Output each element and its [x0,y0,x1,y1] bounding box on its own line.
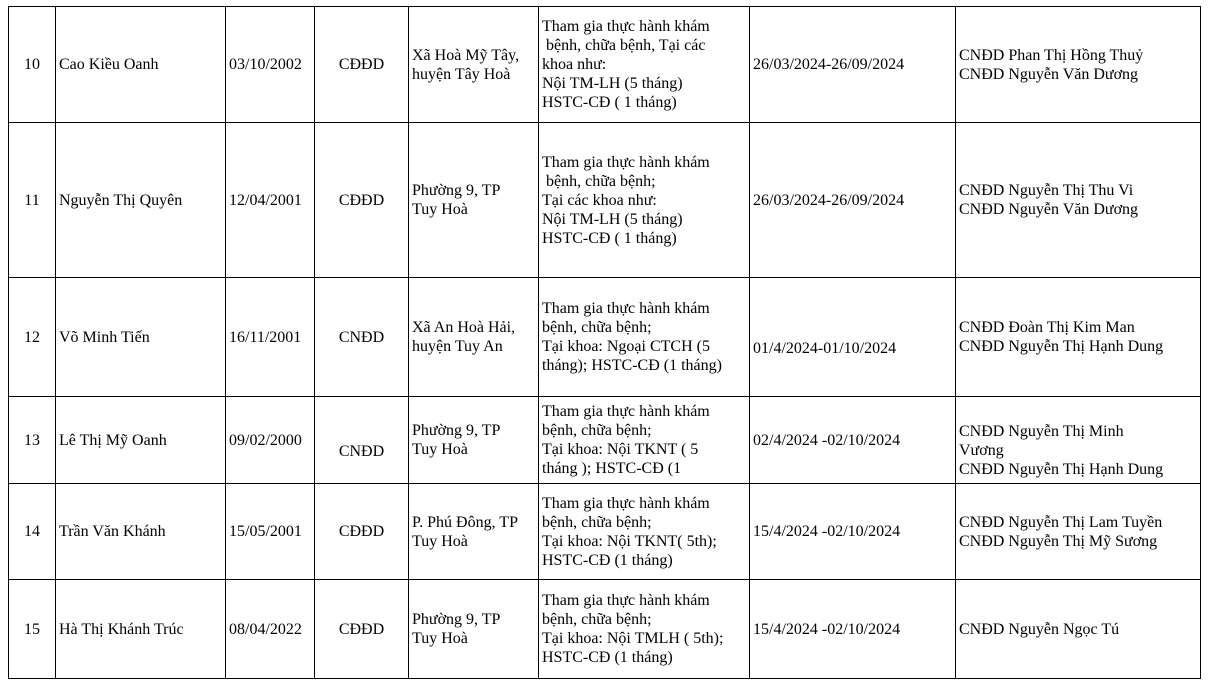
content-cell [539,397,750,484]
table-row [9,484,1201,580]
instructor-cell [956,484,1201,580]
content-line: Tham gia thực hành khám [542,300,710,317]
row-number: 11 [9,123,56,278]
qualification-cell: CĐĐD [315,580,409,679]
name-cell: Hà Thị Khánh Trúc [56,580,226,679]
name-cell: Lê Thị Mỹ Oanh [56,397,226,484]
dob-cell: 16/11/2001 [226,278,315,397]
qualification-cell: CĐĐD [315,484,409,580]
instructor-line: CNĐD Nguyễn Thị Thu Vi [959,182,1134,199]
name-cell: Trần Văn Khánh [56,484,226,580]
row-number: 10 [9,7,56,123]
period-cell: 02/4/2024 -02/10/2024 [750,397,956,484]
content-line: khoa như: [542,56,607,73]
content-line: bệnh, chữa bệnh; [542,422,652,439]
instructor-line: CNĐD Nguyễn Thị Hạnh Dung [959,338,1164,355]
content-line: Tại khoa: Nội TKNT ( 5 [542,441,699,458]
content-line: HSTC-CĐ (1 tháng) [542,551,673,569]
address-line: Xã Hoà Mỹ Tây, [412,46,520,64]
instructor-cell [956,7,1201,123]
instructor-cell [956,397,1201,484]
instructor-line: CNĐD Nguyễn Thị Hạnh Dung [959,460,1164,478]
content-cell [539,484,750,580]
content-line: bệnh, chữa bệnh; [542,319,652,336]
qualification-cell [315,397,409,484]
instructor-cell [956,123,1201,278]
qualification-cell: CĐĐD [315,7,409,123]
dob-cell: 15/05/2001 [226,484,315,580]
address-line: Tuy Hoà [412,532,468,550]
qualification-cell: CĐĐD [315,123,409,278]
address-cell [409,484,539,580]
name-cell: Võ Minh Tiến [56,278,226,397]
content-line: Tham gia thực hành khám [542,403,710,420]
content-line: HSTC-CĐ ( 1 tháng) [542,229,677,247]
address-line: Xã An Hoà Hải, [412,319,516,336]
instructor-line: CNĐD Nguyễn Ngọc Tú [959,620,1120,638]
address-line: huyện Tây Hoà [412,65,511,83]
instructor-cell [956,278,1201,397]
row-number: 15 [9,580,56,679]
content-line: Tại các khoa như: [542,191,657,209]
content-line: Tham gia thực hành khám [542,494,710,512]
practitioner-table [8,6,1201,679]
dob-cell: 03/10/2002 [226,7,315,123]
dob-cell: 12/04/2001 [226,123,315,278]
instructor-line: CNĐD Nguyễn Thị Mỹ Sương [959,532,1158,550]
instructor-cell [956,580,1201,679]
address-line: Phường 9, TP [412,182,501,199]
instructor-line: Vương [959,441,1004,459]
period-cell: 26/03/2024-26/09/2024 [750,123,956,278]
instructor-line: CNĐD Nguyễn Thị Lam Tuyền [959,513,1163,531]
dob-cell: 09/02/2000 [226,397,315,484]
row-number: 13 [9,397,56,484]
address-line: Phường 9, TP [412,611,501,628]
table-row [9,7,1201,123]
content-line: bệnh, chữa bệnh, Tại các [546,37,706,54]
content-line: bệnh, chữa bệnh; [542,611,652,628]
content-line: Tham gia thực hành khám [542,592,710,609]
instructor-line: CNĐD Đoàn Thị Kim Man [959,319,1135,336]
content-line: Tham gia thực hành khám [542,153,710,171]
instructor-line: CNĐD Nguyễn Thị Minh [959,422,1124,440]
table-row [9,397,1201,484]
address-line: Tuy Hoà [412,630,468,647]
content-cell [539,7,750,123]
period-cell: 15/4/2024 -02/10/2024 [750,580,956,679]
table-row [9,580,1201,679]
content-line: tháng ); HSTC-CĐ (1 [542,460,682,477]
address-cell [409,7,539,123]
table-row [9,123,1201,278]
content-line: Tại khoa: Nội TKNT( 5th); [542,532,717,550]
qualification-cell: CNĐD [315,278,409,397]
content-line: bệnh, chữa bệnh; [546,172,656,190]
address-cell [409,123,539,278]
instructor-line: CNĐD Nguyễn Văn Dương [959,65,1139,83]
dob-cell: 08/04/2022 [226,580,315,679]
content-line: Nội TM-LH (5 tháng) [542,75,683,92]
period-text: 01/4/2024-01/10/2024 [753,339,897,357]
content-line: Tại khoa: Nội TMLH ( 5th); [542,630,724,647]
qualification-text: CNĐD [338,442,385,460]
content-line: HSTC-CĐ ( 1 tháng) [542,94,677,111]
address-line: Phường 9, TP [412,422,501,439]
content-line: Nội TM-LH (5 tháng) [542,210,683,228]
address-line: Tuy Hoà [412,201,468,218]
content-cell [539,278,750,397]
name-cell: Nguyễn Thị Quyên [56,123,226,278]
address-cell [409,278,539,397]
instructor-line: CNĐD Nguyễn Văn Dương [959,201,1139,218]
period-cell: 26/03/2024-26/09/2024 [750,7,956,123]
period-cell: 15/4/2024 -02/10/2024 [750,484,956,580]
address-cell [409,397,539,484]
instructor-line: CNĐD Phan Thị Hồng Thuỷ [959,46,1144,64]
content-line: Tham gia thực hành khám [542,18,710,35]
content-cell [539,123,750,278]
address-line: Tuy Hoà [412,441,468,458]
row-number: 12 [9,278,56,397]
period-cell [750,278,956,397]
row-number: 14 [9,484,56,580]
name-cell: Cao Kiều Oanh [56,7,226,123]
address-line: P. Phú Đông, TP [412,513,518,531]
address-line: huyện Tuy An [412,338,503,355]
content-line: HSTC-CĐ (1 tháng) [542,649,673,666]
content-line: tháng); HSTC-CĐ (1 tháng) [542,357,722,374]
address-cell [409,580,539,679]
table-row [9,278,1201,397]
content-cell [539,580,750,679]
content-line: Tại khoa: Ngoại CTCH (5 [542,338,710,355]
content-line: bệnh, chữa bệnh; [542,513,652,531]
